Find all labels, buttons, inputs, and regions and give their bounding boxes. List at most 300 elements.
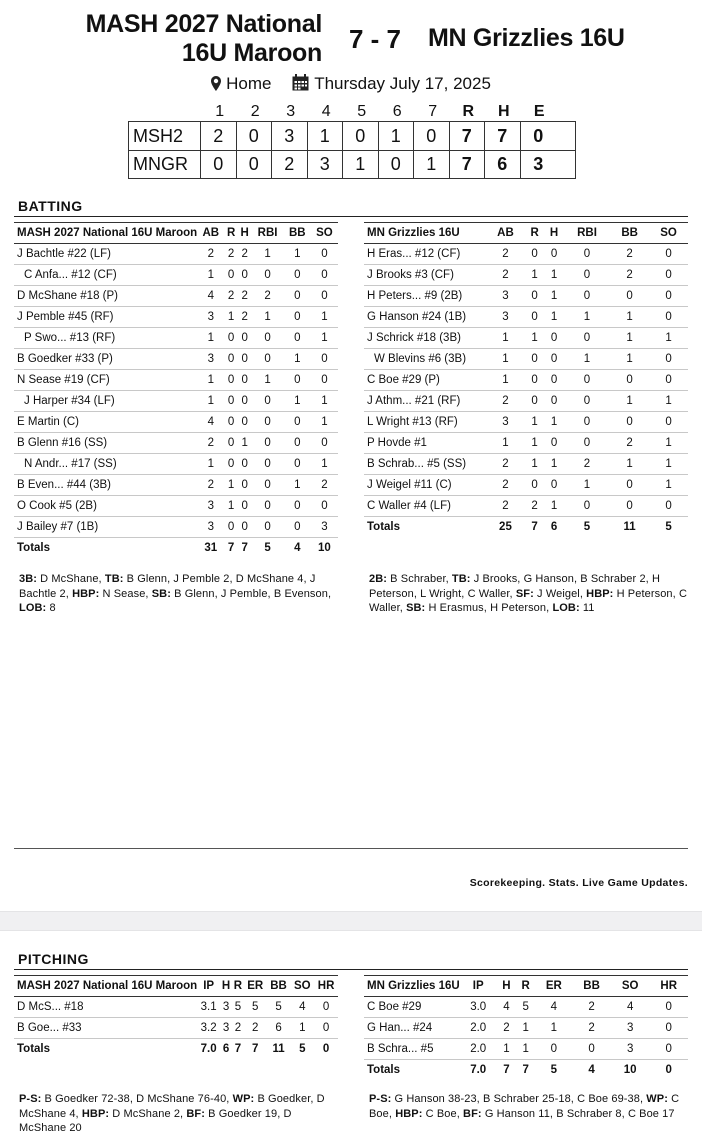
totals-label: Totals bbox=[364, 517, 486, 538]
stat-cell: 1 bbox=[525, 265, 544, 286]
stat-column-header: IP bbox=[197, 976, 220, 997]
line-score-cell: 2 bbox=[272, 151, 308, 178]
stat-cell: 3.0 bbox=[460, 997, 497, 1018]
stat-cell: 1 bbox=[290, 1018, 314, 1039]
stat-cell: 1 bbox=[251, 307, 283, 328]
note-label: HBP: bbox=[395, 1107, 423, 1120]
stat-column-header: SO bbox=[611, 976, 650, 997]
pitching-section-rule bbox=[14, 969, 688, 970]
stat-cell: 1 bbox=[251, 370, 283, 391]
stat-cell: 3.2 bbox=[197, 1018, 220, 1039]
player-name: P Hovde #1 bbox=[364, 433, 486, 454]
stat-cell: 1 bbox=[284, 244, 311, 265]
stat-cell: 0 bbox=[610, 475, 649, 496]
stat-cell: 1 bbox=[486, 433, 525, 454]
stat-cell: 0 bbox=[251, 391, 283, 412]
pitching-header-row bbox=[364, 976, 688, 997]
team-column-header: MASH 2027 National 16U Maroon bbox=[14, 976, 197, 997]
stat-cell: 1 bbox=[544, 307, 563, 328]
stat-column-header: SO bbox=[649, 223, 688, 244]
stat-column-header: BB bbox=[267, 976, 291, 997]
stat-cell: 2 bbox=[610, 433, 649, 454]
table-row bbox=[14, 244, 338, 265]
stat-cell: 0 bbox=[649, 997, 688, 1018]
stat-column-header: BB bbox=[572, 976, 611, 997]
stat-cell: 0 bbox=[251, 496, 283, 517]
note-label: P-S: bbox=[369, 1093, 392, 1105]
totals-cell: 7 bbox=[224, 538, 238, 559]
totals-row bbox=[364, 1060, 688, 1081]
stat-column-header: AB bbox=[486, 223, 525, 244]
player-name: G Hanson #24 (1B) bbox=[364, 307, 486, 328]
inning-7-header: 7 bbox=[428, 103, 438, 120]
player-name: D McS... #18 bbox=[14, 997, 197, 1018]
stat-cell: 0 bbox=[314, 1018, 338, 1039]
totals-cell: 25 bbox=[486, 517, 525, 538]
stat-cell: 1 bbox=[284, 475, 311, 496]
table-row bbox=[14, 454, 338, 475]
table-row bbox=[364, 370, 688, 391]
stat-cell: 3 bbox=[197, 496, 224, 517]
stat-cell: 1 bbox=[197, 328, 224, 349]
note-label: WP: bbox=[232, 1093, 255, 1105]
totals-row bbox=[14, 538, 338, 559]
stat-cell: 2 bbox=[564, 454, 610, 475]
stat-cell: 1 bbox=[544, 454, 563, 475]
table-row bbox=[364, 1039, 688, 1060]
line-score-row-away bbox=[129, 150, 575, 178]
stat-cell: 3 bbox=[197, 517, 224, 538]
totals-cell: 5 bbox=[251, 538, 283, 559]
pitching-table-home bbox=[14, 975, 338, 1060]
player-name: O Cook #5 (2B) bbox=[14, 496, 197, 517]
stat-cell: 0 bbox=[238, 349, 252, 370]
note-text: G Hanson 38-23, B Schraber 25-18, C Boe 69-38, bbox=[391, 1093, 647, 1105]
player-name: H Peters... #9 (2B) bbox=[364, 286, 486, 307]
stat-cell: 2 bbox=[238, 286, 252, 307]
stat-cell: 0 bbox=[284, 286, 311, 307]
stat-cell: 1 bbox=[284, 391, 311, 412]
table-row bbox=[364, 454, 688, 475]
inning-1-header: 1 bbox=[215, 103, 225, 120]
stat-cell: 0 bbox=[251, 433, 283, 454]
page-gap bbox=[0, 911, 702, 931]
stat-cell: 0 bbox=[544, 349, 563, 370]
table-row bbox=[14, 496, 338, 517]
note-label: P-S: bbox=[19, 1093, 42, 1105]
home-team-name bbox=[60, 10, 322, 68]
stat-cell: 0 bbox=[238, 454, 252, 475]
errors-header: E bbox=[533, 103, 545, 120]
calendar-icon bbox=[292, 74, 309, 91]
stat-cell: 0 bbox=[649, 286, 688, 307]
stat-cell: 0 bbox=[251, 349, 283, 370]
table-row bbox=[364, 265, 688, 286]
stat-cell: 0 bbox=[284, 265, 311, 286]
player-name: H Eras... #12 (CF) bbox=[364, 244, 486, 265]
stat-cell: 2 bbox=[572, 997, 611, 1018]
stat-cell: 0 bbox=[564, 412, 610, 433]
stat-cell: 2 bbox=[486, 391, 525, 412]
line-score-hits: 7 bbox=[485, 122, 521, 150]
stat-cell: 0 bbox=[525, 286, 544, 307]
stat-cell: 0 bbox=[311, 244, 338, 265]
stat-cell: 0 bbox=[224, 454, 238, 475]
note-label: LOB: bbox=[552, 602, 580, 614]
line-score-cell: 3 bbox=[308, 151, 344, 178]
stat-cell: 1 bbox=[311, 307, 338, 328]
stat-cell: 1 bbox=[311, 328, 338, 349]
stat-cell: 0 bbox=[238, 412, 252, 433]
stat-cell: 0 bbox=[238, 265, 252, 286]
table-row bbox=[364, 496, 688, 517]
stat-cell: 0 bbox=[224, 517, 238, 538]
stat-cell: 2 bbox=[224, 286, 238, 307]
stat-cell: 0 bbox=[544, 391, 563, 412]
stat-cell: 0 bbox=[544, 475, 563, 496]
stat-cell: 1 bbox=[251, 244, 283, 265]
stat-cell: 0 bbox=[251, 412, 283, 433]
stat-column-header: ER bbox=[244, 976, 267, 997]
home-team-name-line1: MASH 2027 National bbox=[85, 10, 322, 38]
stat-cell: 0 bbox=[314, 997, 338, 1018]
stat-cell: 0 bbox=[284, 412, 311, 433]
batting-section-title: BATTING bbox=[18, 198, 83, 214]
note-text: B Goedker 72-38, D McShane 76-40, bbox=[41, 1093, 233, 1105]
stat-cell: 0 bbox=[284, 307, 311, 328]
batting-header-row bbox=[14, 223, 338, 244]
stat-cell: 0 bbox=[284, 454, 311, 475]
stat-column-header: SO bbox=[290, 976, 314, 997]
note-label: BF: bbox=[463, 1107, 482, 1120]
stat-cell: 5 bbox=[516, 997, 535, 1018]
stat-cell: 0 bbox=[535, 1039, 572, 1060]
stat-cell: 1 bbox=[486, 349, 525, 370]
stat-cell: 1 bbox=[649, 433, 688, 454]
totals-cell: 5 bbox=[564, 517, 610, 538]
stat-cell: 2 bbox=[197, 244, 224, 265]
stat-cell: 0 bbox=[525, 475, 544, 496]
totals-cell: 7 bbox=[244, 1039, 267, 1060]
stat-cell: 0 bbox=[224, 265, 238, 286]
stat-cell: 1 bbox=[544, 265, 563, 286]
table-row bbox=[14, 433, 338, 454]
totals-cell: 5 bbox=[649, 517, 688, 538]
stat-cell: 4 bbox=[611, 997, 650, 1018]
player-name: B Schrab... #5 (SS) bbox=[364, 454, 486, 475]
team-column-header: MASH 2027 National 16U Maroon bbox=[14, 223, 197, 244]
player-name: E Martin (C) bbox=[14, 412, 197, 433]
line-score-errors: 3 bbox=[533, 154, 544, 174]
stat-cell: 0 bbox=[311, 286, 338, 307]
stat-cell: 1 bbox=[649, 391, 688, 412]
table-row bbox=[364, 391, 688, 412]
stat-cell: 5 bbox=[267, 997, 291, 1018]
stat-cell: 2 bbox=[610, 244, 649, 265]
player-name: J Harper #34 (LF) bbox=[14, 391, 197, 412]
stat-cell: 0 bbox=[564, 244, 610, 265]
stat-cell: 0 bbox=[224, 433, 238, 454]
line-score-hits: 6 bbox=[485, 151, 521, 178]
stat-cell: 0 bbox=[224, 328, 238, 349]
totals-cell: 4 bbox=[284, 538, 311, 559]
player-name: B Goedker #33 (P) bbox=[14, 349, 197, 370]
stat-column-header: R bbox=[516, 976, 535, 997]
line-score-team: MNGR bbox=[129, 151, 201, 178]
stat-cell: 1 bbox=[311, 412, 338, 433]
table-row bbox=[14, 349, 338, 370]
stat-cell: 1 bbox=[610, 328, 649, 349]
note-label: HBP: bbox=[81, 1107, 110, 1120]
stat-cell: 0 bbox=[610, 496, 649, 517]
player-name: N Sease #19 (CF) bbox=[14, 370, 197, 391]
stat-cell: 1 bbox=[224, 307, 238, 328]
stat-cell: 2.0 bbox=[460, 1039, 497, 1060]
line-score-cell: 0 bbox=[201, 151, 237, 178]
stat-cell: 1 bbox=[525, 412, 544, 433]
player-name: J Pemble #45 (RF) bbox=[14, 307, 197, 328]
stat-cell: 0 bbox=[649, 496, 688, 517]
line-score-cell: 1 bbox=[308, 122, 344, 150]
player-name: B Even... #44 (3B) bbox=[14, 475, 197, 496]
stat-cell: 1 bbox=[486, 328, 525, 349]
player-name: N Andr... #17 (SS) bbox=[14, 454, 197, 475]
stat-cell: 0 bbox=[238, 370, 252, 391]
stat-cell: 0 bbox=[311, 433, 338, 454]
stat-column-header: H bbox=[544, 223, 563, 244]
footer-tagline: Scorekeeping. Stats. Live Game Updates. bbox=[469, 877, 688, 889]
stat-cell: 2 bbox=[197, 433, 224, 454]
stat-column-header: R bbox=[525, 223, 544, 244]
hits-header: H bbox=[497, 103, 510, 120]
inning-3-header: 3 bbox=[286, 103, 296, 120]
totals-label: Totals bbox=[14, 1039, 197, 1060]
note-text: D McShane, bbox=[37, 573, 105, 585]
stat-cell: 0 bbox=[251, 454, 283, 475]
stat-cell: 1 bbox=[544, 286, 563, 307]
game-header bbox=[0, 0, 702, 70]
stat-column-header: H bbox=[220, 976, 232, 997]
stat-cell: 3 bbox=[486, 307, 525, 328]
stat-cell: 3 bbox=[197, 349, 224, 370]
note-text: 8 bbox=[46, 602, 56, 614]
stat-cell: 0 bbox=[564, 328, 610, 349]
stat-cell: 3 bbox=[611, 1039, 650, 1060]
stat-cell: 1 bbox=[564, 475, 610, 496]
line-score-cell: 0 bbox=[379, 151, 415, 178]
stat-cell: 2 bbox=[486, 265, 525, 286]
line-score bbox=[128, 103, 576, 179]
note-text: H Erasmus, H Peterson, bbox=[425, 602, 553, 614]
stat-cell: 0 bbox=[251, 265, 283, 286]
table-row bbox=[14, 997, 338, 1018]
totals-cell: 6 bbox=[220, 1039, 232, 1060]
player-name: P Swo... #13 (RF) bbox=[14, 328, 197, 349]
line-score-cell: 0 bbox=[414, 122, 450, 150]
stat-cell: 0 bbox=[224, 412, 238, 433]
stat-cell: 1 bbox=[197, 454, 224, 475]
player-name: J Schrick #18 (3B) bbox=[364, 328, 486, 349]
stat-cell: 1 bbox=[544, 496, 563, 517]
stat-cell: 0 bbox=[564, 391, 610, 412]
note-text: B Glenn, J Pemble 2, D McShane 4, J Bachtle 2, bbox=[19, 573, 316, 600]
game-meta bbox=[0, 74, 702, 94]
note-label: SB: bbox=[151, 587, 171, 600]
stat-cell: 0 bbox=[525, 370, 544, 391]
totals-cell: 7.0 bbox=[197, 1039, 220, 1060]
note-text: G Hanson 11, B Schraber 8, C Boe 17 bbox=[481, 1107, 675, 1120]
totals-cell: 11 bbox=[267, 1039, 291, 1060]
totals-cell: 7 bbox=[516, 1060, 535, 1081]
stat-cell: 0 bbox=[649, 1039, 688, 1060]
totals-cell: 4 bbox=[572, 1060, 611, 1081]
note-text: H Peterson, C Waller, bbox=[369, 587, 687, 614]
stat-cell: 0 bbox=[251, 517, 283, 538]
stat-cell: 1 bbox=[311, 391, 338, 412]
stat-cell: 0 bbox=[284, 496, 311, 517]
stat-cell: 1 bbox=[525, 454, 544, 475]
inning-6-header: 6 bbox=[392, 103, 402, 120]
stat-cell: 2 bbox=[486, 454, 525, 475]
stat-cell: 1 bbox=[610, 391, 649, 412]
note-text: B Glenn, J Pemble, B Evenson, bbox=[170, 587, 332, 600]
stat-column-header: RBI bbox=[564, 223, 610, 244]
stat-cell: 4 bbox=[535, 997, 572, 1018]
table-row bbox=[14, 517, 338, 538]
pitching-section-title: PITCHING bbox=[18, 951, 89, 967]
stat-cell: 1 bbox=[610, 349, 649, 370]
note-label: 3B: bbox=[19, 573, 38, 585]
stat-column-header: RBI bbox=[251, 223, 283, 244]
batting-notes-home bbox=[19, 572, 341, 616]
stat-cell: 1 bbox=[516, 1018, 535, 1039]
stat-cell: 2 bbox=[311, 475, 338, 496]
stat-column-header: H bbox=[238, 223, 252, 244]
stat-column-header: IP bbox=[460, 976, 497, 997]
line-score-row-home bbox=[129, 122, 575, 150]
location bbox=[211, 74, 271, 94]
stat-cell: 1 bbox=[224, 496, 238, 517]
batting-section-rule bbox=[14, 216, 688, 217]
stat-column-header: R bbox=[232, 976, 244, 997]
stat-cell: 2 bbox=[486, 244, 525, 265]
player-name: J Bailey #7 (1B) bbox=[14, 517, 197, 538]
note-label: SB: bbox=[406, 602, 426, 614]
note-text: J Brooks, G Hanson, B Schraber 2, H Peterson, L Wright, C Waller, bbox=[369, 573, 661, 600]
stat-column-header: ER bbox=[535, 976, 572, 997]
stat-cell: 3 bbox=[220, 997, 232, 1018]
totals-cell: 7 bbox=[232, 1039, 244, 1060]
stat-cell: 0 bbox=[564, 496, 610, 517]
table-row bbox=[14, 286, 338, 307]
pitching-table-away bbox=[364, 975, 688, 1081]
table-row bbox=[364, 286, 688, 307]
note-text: C Boe, bbox=[422, 1107, 464, 1120]
line-score-cell: 0 bbox=[237, 151, 273, 178]
location-label: Home bbox=[226, 74, 272, 93]
table-row bbox=[14, 328, 338, 349]
totals-cell: 5 bbox=[535, 1060, 572, 1081]
note-text: B Schraber, bbox=[387, 573, 452, 585]
stat-cell: 0 bbox=[649, 370, 688, 391]
final-score: 7 - 7 bbox=[348, 24, 402, 54]
pitching-notes-away bbox=[369, 1092, 687, 1121]
stat-cell: 0 bbox=[572, 1039, 611, 1060]
stat-cell: 0 bbox=[525, 307, 544, 328]
totals-cell: 5 bbox=[290, 1039, 314, 1060]
note-text: C Boe, bbox=[369, 1093, 680, 1120]
stat-cell: 0 bbox=[284, 433, 311, 454]
totals-cell: 7 bbox=[238, 538, 252, 559]
note-label: BF: bbox=[186, 1107, 206, 1120]
stat-cell: 0 bbox=[238, 496, 252, 517]
stat-cell: 4 bbox=[197, 286, 224, 307]
player-name: G Han... #24 bbox=[364, 1018, 460, 1039]
location-pin-icon bbox=[211, 76, 221, 91]
stat-cell: 1 bbox=[649, 454, 688, 475]
stat-cell: 0 bbox=[311, 349, 338, 370]
stat-column-header: BB bbox=[284, 223, 311, 244]
totals-cell: 0 bbox=[649, 1060, 688, 1081]
note-label: SF: bbox=[515, 587, 534, 600]
stat-cell: 0 bbox=[251, 475, 283, 496]
stat-cell: 1 bbox=[649, 475, 688, 496]
line-score-grid bbox=[128, 121, 576, 179]
player-name: J Weigel #11 (C) bbox=[364, 475, 486, 496]
note-text: N Sease, bbox=[99, 587, 152, 600]
player-name: C Boe #29 bbox=[364, 997, 460, 1018]
table-row bbox=[14, 391, 338, 412]
stat-cell: 2 bbox=[486, 475, 525, 496]
stat-cell: 0 bbox=[525, 349, 544, 370]
stat-cell: 0 bbox=[564, 265, 610, 286]
inning-5-header: 5 bbox=[357, 103, 367, 120]
line-score-runs: 7 bbox=[450, 122, 486, 150]
totals-label: Totals bbox=[14, 538, 197, 559]
stat-column-header: R bbox=[224, 223, 238, 244]
stat-cell: 0 bbox=[284, 328, 311, 349]
table-row bbox=[364, 328, 688, 349]
batting-header-row bbox=[364, 223, 688, 244]
stat-cell: 2 bbox=[497, 1018, 516, 1039]
table-row bbox=[364, 1018, 688, 1039]
stat-column-header: HR bbox=[314, 976, 338, 997]
stat-cell: 3 bbox=[311, 517, 338, 538]
inning-2-header: 2 bbox=[250, 103, 260, 120]
stat-cell: 1 bbox=[610, 307, 649, 328]
line-score-cell: 2 bbox=[201, 122, 237, 150]
batting-table-away bbox=[364, 222, 688, 538]
totals-cell: 31 bbox=[197, 538, 224, 559]
stat-cell: 4 bbox=[290, 997, 314, 1018]
totals-cell: 10 bbox=[311, 538, 338, 559]
line-score-cell: 1 bbox=[379, 122, 415, 150]
date-label: Thursday July 17, 2025 bbox=[314, 74, 491, 93]
stat-cell: 1 bbox=[197, 391, 224, 412]
stat-cell: 1 bbox=[525, 433, 544, 454]
player-name: C Waller #4 (LF) bbox=[364, 496, 486, 517]
line-score-runs: 7 bbox=[450, 151, 486, 178]
note-label: 2B: bbox=[369, 573, 388, 585]
pitching-header-row bbox=[14, 976, 338, 997]
stat-cell: 0 bbox=[544, 370, 563, 391]
team-column-header: MN Grizzlies 16U bbox=[364, 976, 460, 997]
stat-cell: 2 bbox=[238, 244, 252, 265]
stat-cell: 0 bbox=[525, 244, 544, 265]
table-row bbox=[364, 244, 688, 265]
table-row bbox=[364, 412, 688, 433]
stat-cell: 0 bbox=[311, 265, 338, 286]
